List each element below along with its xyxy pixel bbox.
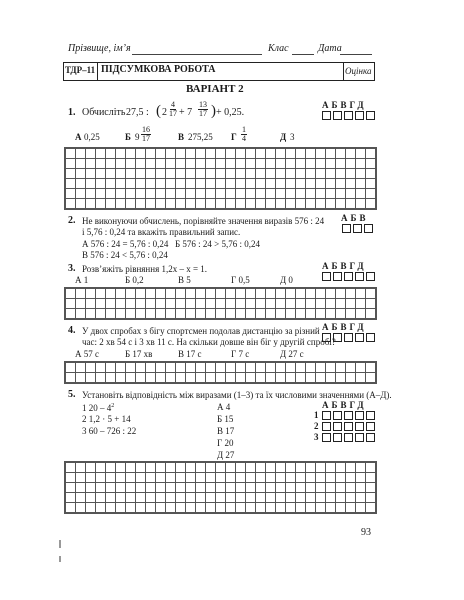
q1-opt-a-letter: А <box>75 132 82 142</box>
q4-opt-a: А 57 с <box>75 349 99 359</box>
binding-mark <box>59 540 61 548</box>
q5-row-2-label: 2 <box>314 421 319 431</box>
q1-expr-a: 27,5 : <box>126 107 149 118</box>
q2-line2: і 5,76 : 0,24 та вкажіть правильний запис. <box>82 227 241 237</box>
q1-paren-close: ) <box>211 103 216 119</box>
q4-answer-letters: АБВГД <box>322 322 367 332</box>
q4-opt-e: Д 27 с <box>280 349 304 359</box>
q4-opt-b: Б 17 хв <box>125 349 153 359</box>
q2-option-a: А 576 : 24 = 5,76 : 0,24 <box>82 239 169 249</box>
page-number: 93 <box>361 527 371 538</box>
q2-option-c: В 576 : 24 < 5,76 : 0,24 <box>82 250 168 260</box>
class-line <box>292 54 314 55</box>
q1-opt-b-whole: 9 <box>135 132 140 142</box>
q4-number: 4. <box>68 325 76 336</box>
q1-frac2: $\frac{13}{17}$ <box>199 100 207 118</box>
q3-answer-boxes[interactable] <box>322 272 375 281</box>
q1-answer-boxes[interactable] <box>322 111 375 120</box>
q4-line2: час: 2 хв 54 с і 3 хв 11 с. На скільки довше він біг у другій спробі? <box>82 337 336 347</box>
q1-work-grid[interactable] <box>64 147 377 210</box>
q3-opt-d: Г 0,5 <box>231 275 250 285</box>
q1-tail: + 0,25. <box>216 107 245 118</box>
q5-row-2-boxes[interactable] <box>322 422 375 431</box>
q5-value-b: Б 15 <box>217 414 234 424</box>
name-label: Прізвище, ім’я <box>68 43 131 54</box>
q1-opt-c-letter: В <box>178 132 185 142</box>
q5-row-1-boxes[interactable] <box>322 411 375 420</box>
grade-label: Оцінка <box>345 66 372 76</box>
q5-value-e: Д 27 <box>217 450 235 460</box>
q5-expr-2: 2 1,2 · 5 + 14 <box>82 414 131 424</box>
q1-number: 1. <box>68 107 76 118</box>
q5-work-grid[interactable] <box>64 461 377 514</box>
q5-value-c: В 17 <box>217 426 235 436</box>
q2-option-b: Б 576 : 24 > 5,76 : 0,24 <box>175 239 260 249</box>
class-label: Клас <box>268 43 289 54</box>
binding-mark <box>59 556 61 562</box>
q1-answer-letters: АБВГД <box>322 100 367 110</box>
q5-text: Установіть відповідність між виразами (1–3) та їх числовими значеннями (А–Д). <box>82 390 392 400</box>
q1-opt-d-letter: Г <box>231 132 237 142</box>
q4-opt-d: Г 7 с <box>231 349 250 359</box>
date-label: Дата <box>318 43 342 54</box>
q2-line1: Не виконуючи обчислень, порівняйте значення виразів 576 : 24 <box>82 216 325 226</box>
q3-answer-letters: АБВГД <box>322 261 367 271</box>
name-line <box>132 54 262 55</box>
q1-whole1: 2 <box>162 107 167 118</box>
q3-opt-b: Б 0,2 <box>125 275 144 285</box>
q1-plus7: + 7 <box>179 107 193 118</box>
q3-opt-c: В 5 <box>178 275 191 285</box>
q5-number: 5. <box>68 389 76 400</box>
q1-opt-b-frac: $\frac{16}{17}$ <box>142 125 150 143</box>
q4-line1: У двох спробах з бігу спортсмен подолав дистанцію за різний <box>82 326 320 336</box>
q4-work-grid[interactable] <box>64 361 377 384</box>
q1-opt-b-letter: Б <box>125 132 131 142</box>
variant-title: ВАРІАНТ 2 <box>186 83 244 95</box>
q5-expr-3: 3 60 – 726 : 22 <box>82 426 137 436</box>
q1-paren-open: ( <box>156 103 161 119</box>
q1-frac1: $\frac{4}{17}$ <box>169 100 177 118</box>
q1-opt-d-frac: $\frac{1}{4}$ <box>242 125 246 143</box>
q5-value-d: Г 20 <box>217 438 234 448</box>
q3-text: Розв’яжіть рівняння 1,2x – x = 1. <box>82 264 208 274</box>
q4-answer-boxes[interactable] <box>322 333 375 342</box>
q3-work-grid[interactable] <box>64 287 377 320</box>
q3-opt-e: Д 0 <box>280 275 293 285</box>
q1-opt-e: 3 <box>290 132 295 142</box>
q5-row-3-label: 3 <box>314 432 319 442</box>
q3-opt-a: А 1 <box>75 275 89 285</box>
test-title: ПІДСУМКОВА РОБОТА <box>101 64 216 75</box>
q2-answer-boxes[interactable] <box>342 224 373 233</box>
q1-opt-a: 0,25 <box>84 132 100 142</box>
q1-text: Обчисліть <box>82 107 126 118</box>
q5-expr-1: 1 $20 - 4^2$ <box>82 403 115 413</box>
q5-row-3-boxes[interactable] <box>322 433 375 442</box>
q1-opt-e-letter: Д <box>280 132 287 142</box>
q1-opt-c: 275,25 <box>188 132 213 142</box>
q5-answer-letters: АБВГД <box>322 400 367 410</box>
q3-number: 3. <box>68 263 76 274</box>
q5-value-a: А 4 <box>217 402 231 412</box>
date-line <box>340 54 372 55</box>
q4-opt-c: В 17 с <box>178 349 202 359</box>
q5-row-1-label: 1 <box>314 410 319 420</box>
test-code: ТДР–11 <box>65 65 96 75</box>
q2-answer-letters: АБВ <box>341 213 369 223</box>
q2-number: 2. <box>68 215 76 226</box>
